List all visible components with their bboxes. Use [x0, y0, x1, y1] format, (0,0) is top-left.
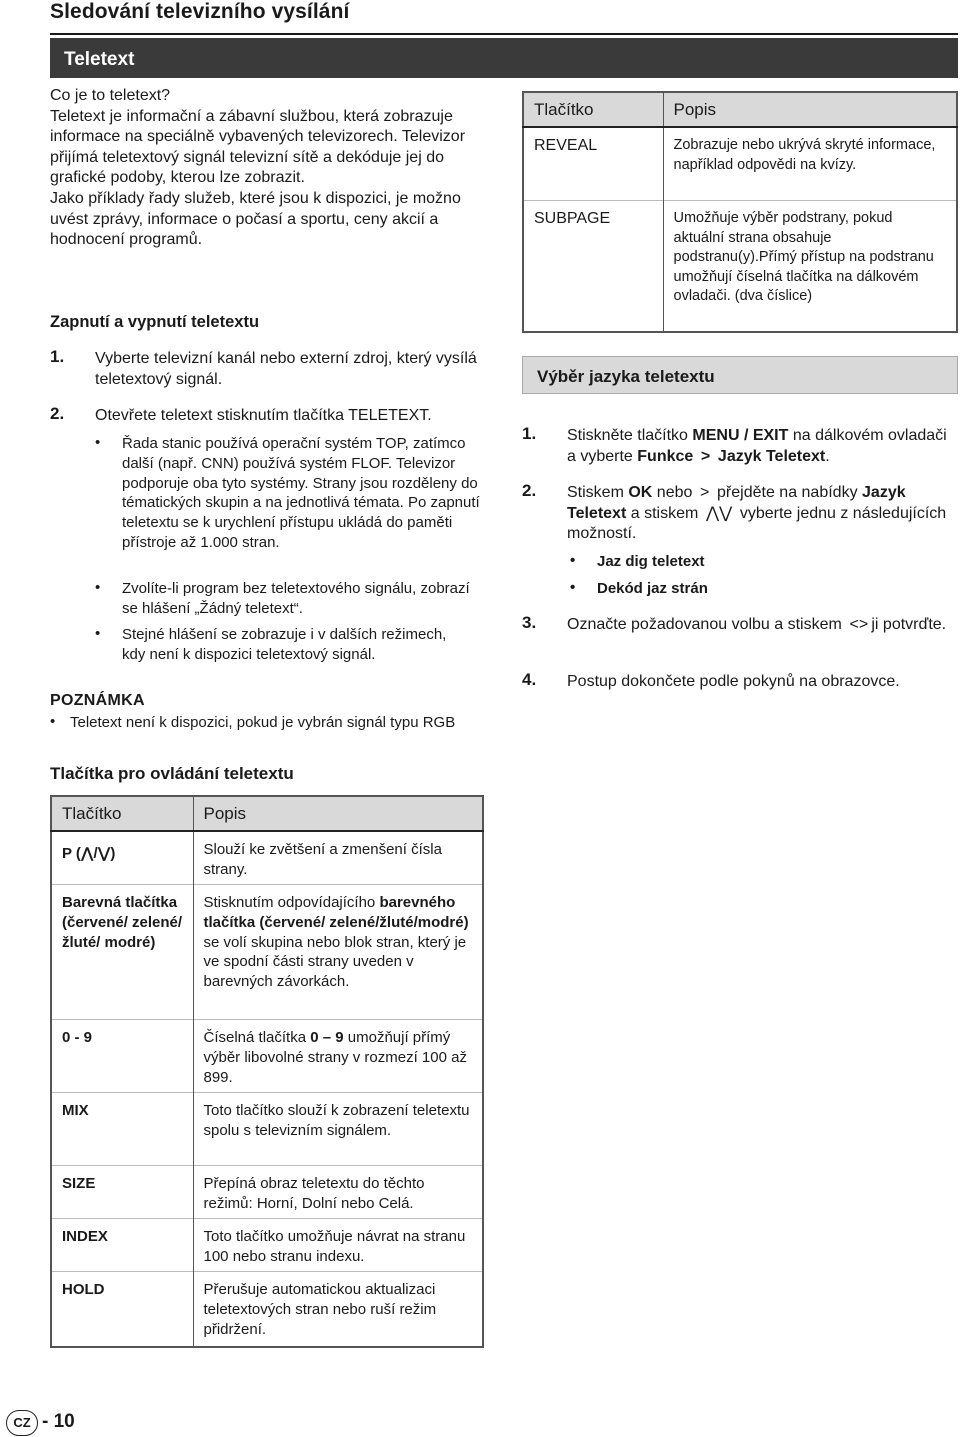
- intro-question: Co je to teletext?: [50, 87, 171, 104]
- row-desc-color: [193, 885, 483, 1020]
- row-desc-index: Toto tlačítko umožňuje návrat na stranu 100 nebo stranu indexu.: [193, 1219, 483, 1272]
- onoff-step-2-number: 2.: [50, 404, 65, 423]
- row-key-index: INDEX: [51, 1219, 193, 1272]
- row-desc-digits-bold: 0 – 9: [310, 1029, 344, 1046]
- intro-paragraph-2: Jako příklady řady služeb, které jsou k dispozici, je možno uvést zprávy, informace o počasí a sportu, ceny akcií a hodnocení programů.: [50, 189, 461, 249]
- row-key-subpage: SUBPAGE: [523, 201, 663, 333]
- table-row: [51, 1166, 483, 1219]
- section-banner-teletext: Teletext: [50, 38, 958, 78]
- lang-step-1-c: na dálkovém ovladači a vyberte: [567, 427, 947, 465]
- lang-step-2-text: [567, 483, 957, 545]
- onoff-step-2-text: [95, 406, 490, 427]
- table-row: [51, 1093, 483, 1166]
- menu-exit-key: MENU / EXIT: [692, 427, 789, 444]
- onoff-step-2-post: .: [427, 407, 432, 424]
- lang-step-2-c: nebo > přejděte na nabídky: [652, 484, 863, 501]
- row-desc-reveal: Zobrazuje nebo ukrývá skryté informace, například odpovědi na kvízy.: [673, 137, 936, 173]
- page-number: - 10: [42, 1411, 75, 1432]
- col-header-description-2: Popis: [663, 92, 957, 127]
- table-row: [51, 831, 483, 885]
- lang-step-3-number: 3.: [522, 613, 537, 632]
- controls-table-2-header: [523, 92, 957, 127]
- row-desc-hold: Přerušuje automatickou aktualizaci teletextových stran nebo ruší režim přidržení.: [193, 1272, 483, 1348]
- row-key-mix: MIX: [51, 1093, 193, 1166]
- page-title: Sledování televizního vysílání: [50, 0, 350, 23]
- onoff-heading: Zapnutí a vypnutí teletextu: [50, 313, 260, 331]
- onoff-bullet-3: • Stejné hlášení se zobrazuje i v dalších režimech, kdy není k dispozici teletextový signál.: [122, 625, 452, 665]
- intro-block: [50, 86, 470, 251]
- ok-key: OK: [628, 484, 653, 501]
- row-desc-size: Přepíná obraz teletextu do těchto režimů: Horní, Dolní nebo Celá.: [193, 1166, 483, 1219]
- row-desc-digits: [193, 1020, 483, 1093]
- lang-step-1-text: [567, 426, 957, 467]
- note-text: Teletext není k dispozici, pokud je vybrán signál typu RGB: [70, 714, 456, 731]
- row-key-digits: 0 - 9: [51, 1020, 193, 1093]
- onoff-bullet-1: • Řada stanic používá operační systém TOP, zatímco další (např. CNN) používá systém FLOF. Televizor podporuje oba tyto systémy. Strany jsou rozděleny do tématických skupin a na jednotlivá témata. Po zapnutí teletextu se k urychlení přístupu ukládá do paměti přístroje až 1.000 stran.: [122, 434, 482, 553]
- controls-table-header: [51, 796, 483, 831]
- lang-step-2-a: Stiskem: [567, 484, 629, 501]
- onoff-step-1-text: Vyberte televizní kanál nebo externí zdroj, který vysílá teletextový signál.: [95, 350, 477, 388]
- onoff-step-1-number: 1.: [50, 347, 65, 366]
- lang-step-1-a: Stiskněte tlačítko: [567, 427, 693, 444]
- row-desc-p: Slouží ke zvětšení a zmenšení čísla strany.: [203, 841, 442, 878]
- row-key-size: SIZE: [51, 1166, 193, 1219]
- row-desc-color-post: se volí skupina nebo blok stran, který je ve spodní části strany uveden v barevných závorkách.: [203, 933, 467, 991]
- lang-step-3-text: Označte požadovanou volbu a stiskem <> ji potvrďte.: [567, 616, 947, 633]
- lang-step-1-e: .: [825, 447, 830, 465]
- row-key-p: P (⋀/⋁): [51, 831, 193, 885]
- col-header-description: Popis: [193, 796, 483, 831]
- col-header-button-2: Tlačítko: [523, 92, 663, 127]
- controls-table-continued: [522, 91, 958, 333]
- row-key-color: Barevná tlačítka (červené/ zelené/žluté/ modré): [51, 885, 193, 1020]
- lang-step-2-e: a stiskem ⋀⋁ vyberte jednu z následujících možností.: [567, 504, 947, 543]
- lang-step-2-number: 2.: [522, 481, 537, 500]
- note-heading: POZNÁMKA: [50, 692, 145, 709]
- teletext-key-label: TELETEXT: [348, 407, 428, 424]
- row-desc-digits-post: umožňují přímý výběr libovolné strany v rozmezí 100 až 899.: [203, 1029, 467, 1086]
- row-desc-color-bold: barevného tlačítka (červené/ zelené/žluté/modré): [203, 894, 469, 931]
- table-row: [51, 1020, 483, 1093]
- lang-step-4-text: Postup dokončete podle pokynů na obrazovce.: [567, 673, 900, 690]
- country-badge: CZ: [6, 1410, 38, 1436]
- lang-option-2: • Dekód jaz strán: [597, 579, 897, 599]
- table-row: [51, 1272, 483, 1348]
- onoff-bullet-2: • Zvolíte-li program bez teletextového signálu, zobrazí se hlášení „Žádný teletext“.: [122, 579, 482, 619]
- onoff-step-2-pre: Otevřete teletext stisknutím tlačítka: [95, 407, 349, 424]
- row-key-reveal: REVEAL: [523, 127, 663, 201]
- row-desc-mix: Toto tlačítko slouží k zobrazení teletextu spolu s televizním signálem.: [193, 1093, 483, 1166]
- row-desc-color-pre: Stisknutím odpovídajícího: [203, 894, 380, 911]
- controls-heading: Tlačítka pro ovládání teletextu: [50, 764, 294, 783]
- controls-table: [50, 795, 484, 1348]
- lang-step-1-number: 1.: [522, 424, 537, 443]
- row-desc-digits-pre: Číselná tlačítka: [203, 1029, 311, 1046]
- menu-path: Funkce > Jazyk Teletext: [637, 447, 826, 465]
- note-bullet: •: [50, 713, 56, 730]
- table-row: [523, 127, 957, 201]
- lang-option-1: • Jaz dig teletext: [597, 552, 897, 572]
- row-desc-subpage: Umožňuje výběr podstrany, pokud aktuální strana obsahuje podstranu(y).Přímý přístup na podstranu umožňují číselná tlačítka na dálkovém ovladači. (dva číslice): [663, 201, 957, 333]
- table-row: [523, 201, 957, 333]
- col-header-button: Tlačítko: [51, 796, 193, 831]
- intro-paragraph-1: Teletext je informační a zábavní službou, která zobrazuje informace na speciálně vybavených televizorech. Televizor přijímá teletextový signál televizní sítě a dekóduje jej do grafické podoby, kterou lze zobrazit.: [50, 107, 466, 187]
- lang-step-4-number: 4.: [522, 670, 537, 689]
- table-row: [51, 1219, 483, 1272]
- menu-jazyk-teletext: Jazyk Teletext: [567, 484, 906, 522]
- row-key-hold: HOLD: [51, 1272, 193, 1348]
- language-banner: Výběr jazyka teletextu: [522, 356, 958, 394]
- table-row: [51, 885, 483, 1020]
- title-rule: [50, 33, 958, 35]
